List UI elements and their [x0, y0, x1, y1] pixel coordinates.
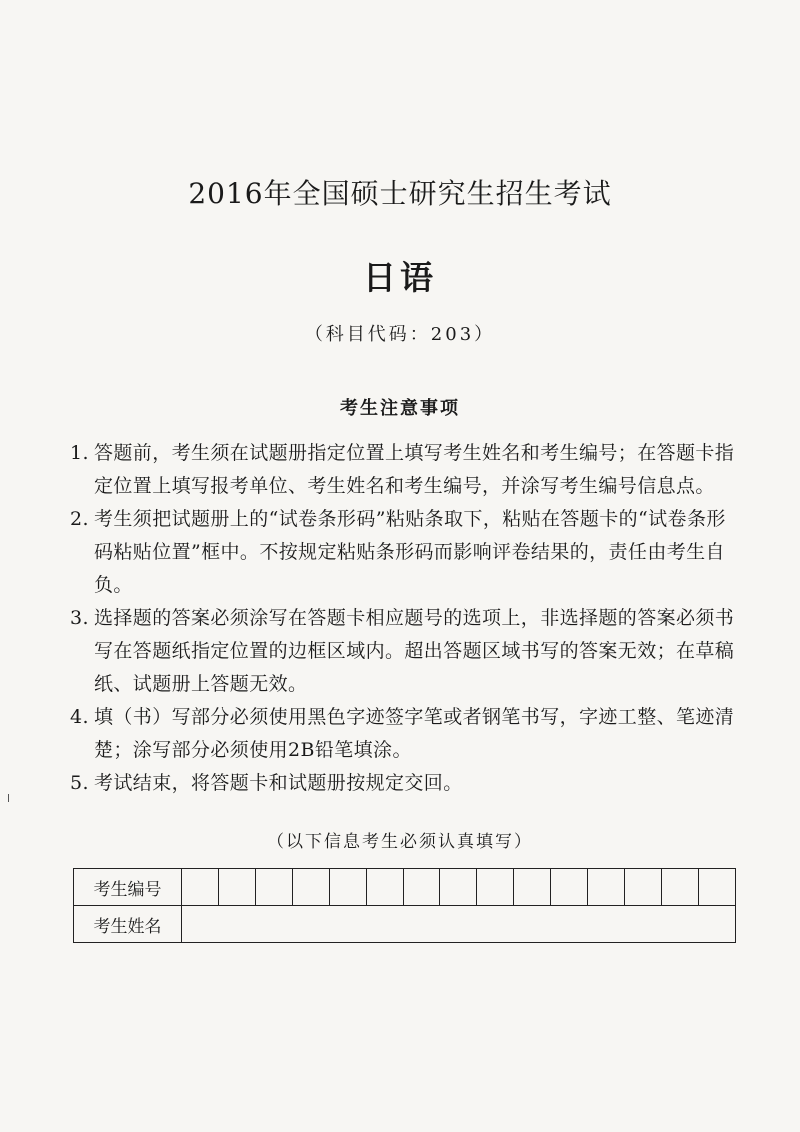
notice-item-1 — [70, 437, 738, 503]
candidate-id-digit-cell[interactable] — [366, 869, 403, 906]
subject-title: 日语 — [363, 258, 437, 297]
notice-text: 答题前，考生须在试题册指定位置上填写考生姓名和考生编号；在答题卡指定位置上填写报考单位、考生姓名和考生编号，并涂写考生编号信息点。 — [94, 442, 735, 497]
candidate-id-digit-cell[interactable] — [255, 869, 292, 906]
candidate-name-row — [74, 906, 736, 943]
notice-number: 4. — [70, 706, 89, 728]
notice-heading: 考生注意事项 — [340, 398, 460, 419]
notice-number: 3. — [70, 607, 89, 629]
notice-text: 选择题的答案必须涂写在答题卡相应题号的选项上，非选择题的答案必须书写在答题纸指定位置的边框区域内。超出答题区域书写的答案无效；在草稿纸、试题册上答题无效。 — [94, 607, 735, 695]
notice-text: 填（书）写部分必须使用黑色字迹签字笔或者钢笔书写，字迹工整、笔迹清楚；涂写部分必须使用2B铅笔填涂。 — [94, 706, 735, 761]
candidate-id-digit-cell[interactable] — [514, 869, 551, 906]
notice-number: 2. — [70, 508, 89, 530]
notice-number: 5. — [70, 772, 89, 794]
candidate-id-digit-cell[interactable] — [329, 869, 366, 906]
candidate-info-table — [73, 868, 736, 943]
candidate-id-digit-cell[interactable] — [403, 869, 440, 906]
candidate-id-digit-cell[interactable] — [551, 869, 588, 906]
candidate-id-digit-cell[interactable] — [588, 869, 625, 906]
candidate-id-digit-cell[interactable] — [698, 869, 735, 906]
exam-title: 2016年全国硕士研究生招生考试 — [188, 177, 612, 210]
candidate-id-digit-cell[interactable] — [625, 869, 662, 906]
notice-number: 1. — [70, 442, 89, 464]
notice-item-4 — [70, 701, 738, 767]
candidate-id-digit-cell[interactable] — [440, 869, 477, 906]
subject-code: （科目代码：203） — [304, 324, 496, 345]
candidate-id-digit-cell[interactable] — [661, 869, 698, 906]
notice-item-5 — [70, 767, 738, 800]
candidate-name-label: 考生姓名 — [74, 906, 182, 943]
notice-item-2 — [70, 503, 738, 602]
candidate-id-row — [74, 869, 736, 906]
notice-text: 考试结束，将答题卡和试题册按规定交回。 — [94, 772, 463, 794]
scan-margin-mark — [8, 794, 9, 802]
candidate-id-digit-cell[interactable] — [218, 869, 255, 906]
notice-item-3 — [70, 602, 738, 701]
candidate-name-field[interactable] — [182, 906, 736, 943]
notice-list — [70, 437, 738, 800]
candidate-id-digit-cell[interactable] — [182, 869, 219, 906]
fill-instruction: （以下信息考生必须认真填写） — [267, 832, 533, 852]
candidate-id-digit-cell[interactable] — [292, 869, 329, 906]
candidate-id-label: 考生编号 — [74, 869, 182, 906]
notice-text: 考生须把试题册上的“试卷条形码”粘贴条取下，粘贴在答题卡的“试卷条形码粘贴位置”框中。不按规定粘贴条形码而影响评卷结果的，责任由考生自负。 — [94, 508, 726, 596]
candidate-id-digit-cell[interactable] — [477, 869, 514, 906]
